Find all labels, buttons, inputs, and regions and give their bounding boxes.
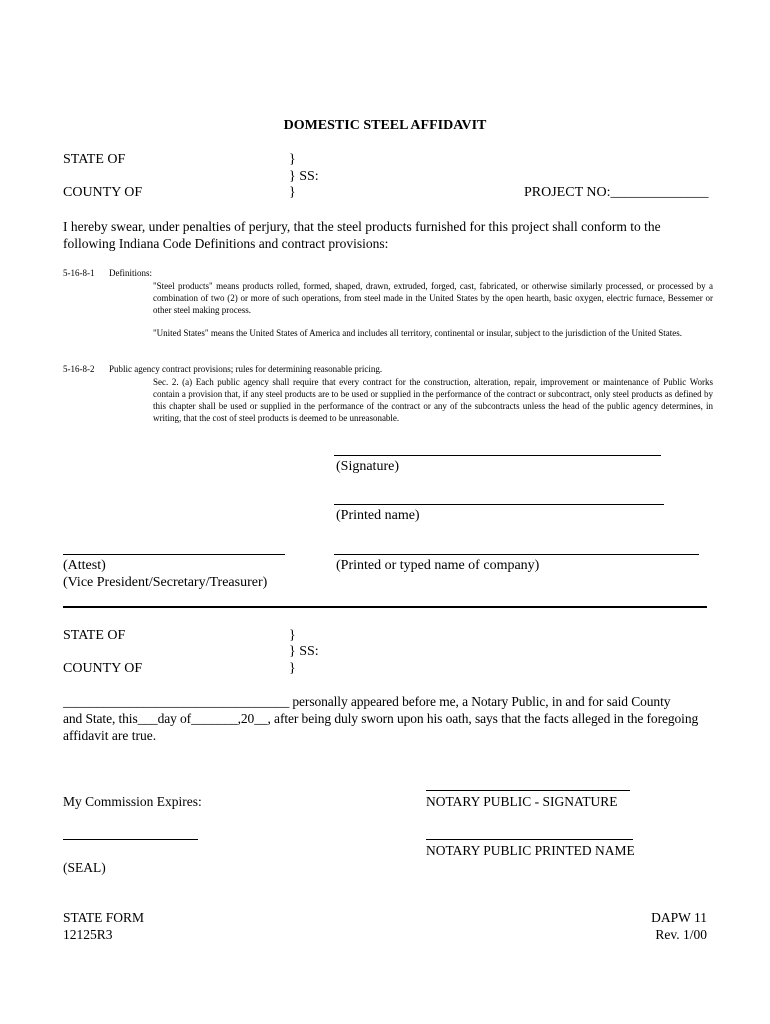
notary-statement-line-2: and State, this___day of_______,20__, after being duly sworn upon his oath, says that the facts alleged in the foregoing [63,711,699,726]
printed-name-label: (Printed name) [336,508,420,523]
venue2-brace-1: } [289,628,296,643]
form-code: DAPW 11 [651,910,707,925]
steel-products-definition: "Steel products" means products rolled, formed, shaped, drawn, extruded, forged, cast, fabricated, or otherwise similarly processed, or processed by a combination of two (2) or more of such operations, from steel made in the United States by the open hearth, basic oxygen, electric furnace, Bessemer or other steel making process. [153,281,713,315]
notary-statement-line-3: affidavit are true. [63,728,157,743]
form-name: STATE FORM [63,910,145,925]
venue2-ss: } SS: [289,644,319,659]
oath-statement: I hereby swear, under penalties of perjury, that the steel products furnished for this project shall conform to the following Indiana Code Definitions and contract provisions: [63,219,661,251]
form-number: 12125R3 [63,927,113,942]
venue-brace-3: } [289,185,296,200]
notary-printed-name-label: NOTARY PUBLIC PRINTED NAME [426,843,635,858]
commission-expires-line[interactable] [63,839,198,840]
form-revision: Rev. 1/00 [655,927,707,942]
code-section-1: 5-16-8-1 [63,268,95,278]
venue-brace-1: } [289,152,296,167]
united-states-definition: "United States" means the United States of America and includes all territory, continental or insular, subject to the jurisdiction of the United States. [153,328,683,338]
commission-expires-label: My Commission Expires: [63,794,202,809]
company-name-line[interactable] [334,554,699,555]
venue-ss: } SS: [289,169,319,184]
notary-signature-line[interactable] [426,790,630,791]
seal-label: (SEAL) [63,860,106,875]
notary-signature-label: NOTARY PUBLIC - SIGNATURE [426,794,618,809]
venue2-brace-3: } [289,661,296,676]
attest-line[interactable] [63,554,285,555]
attest-label: (Attest) [63,558,106,573]
notary-statement-line-1: __________________________________ personally appeared before me, a Notary Public, in and for said County [63,694,671,709]
company-name-label: (Printed or typed name of company) [336,558,540,573]
state-of-label-2: STATE OF [63,628,126,643]
contract-provision-text: Sec. 2. (a) Each public agency shall require that every contract for the construction, alteration, repair, improvement or maintenance of Public Works contain a provision that, if any steel products are to be used or supplied in the performance of the contract or subcontract, only steel products as defined by this chapter shall be used or supplied in the performance of the contract or any of the subcontracts unless the head of the public agency determines, in writing, that the cost of steel products is deemed to be unreasonable. [153,377,713,423]
county-of-label-2: COUNTY OF [63,661,143,676]
notary-printed-name-line[interactable] [426,839,633,840]
county-of-label: COUNTY OF [63,185,143,200]
code-section-1-heading: Definitions: [109,268,152,278]
code-section-2-heading: Public agency contract provisions; rules for determining reasonable pricing. [109,364,383,374]
project-no-field[interactable]: PROJECT NO:______________ [524,185,709,200]
section-divider [63,606,707,608]
signature-line[interactable] [334,455,661,456]
signature-label: (Signature) [336,459,399,474]
attest-title: (Vice President/Secretary/Treasurer) [63,575,268,590]
document-title: DOMESTIC STEEL AFFIDAVIT [283,118,487,133]
state-of-label: STATE OF [63,152,126,167]
code-section-2: 5-16-8-2 [63,364,95,374]
printed-name-line[interactable] [334,504,664,505]
